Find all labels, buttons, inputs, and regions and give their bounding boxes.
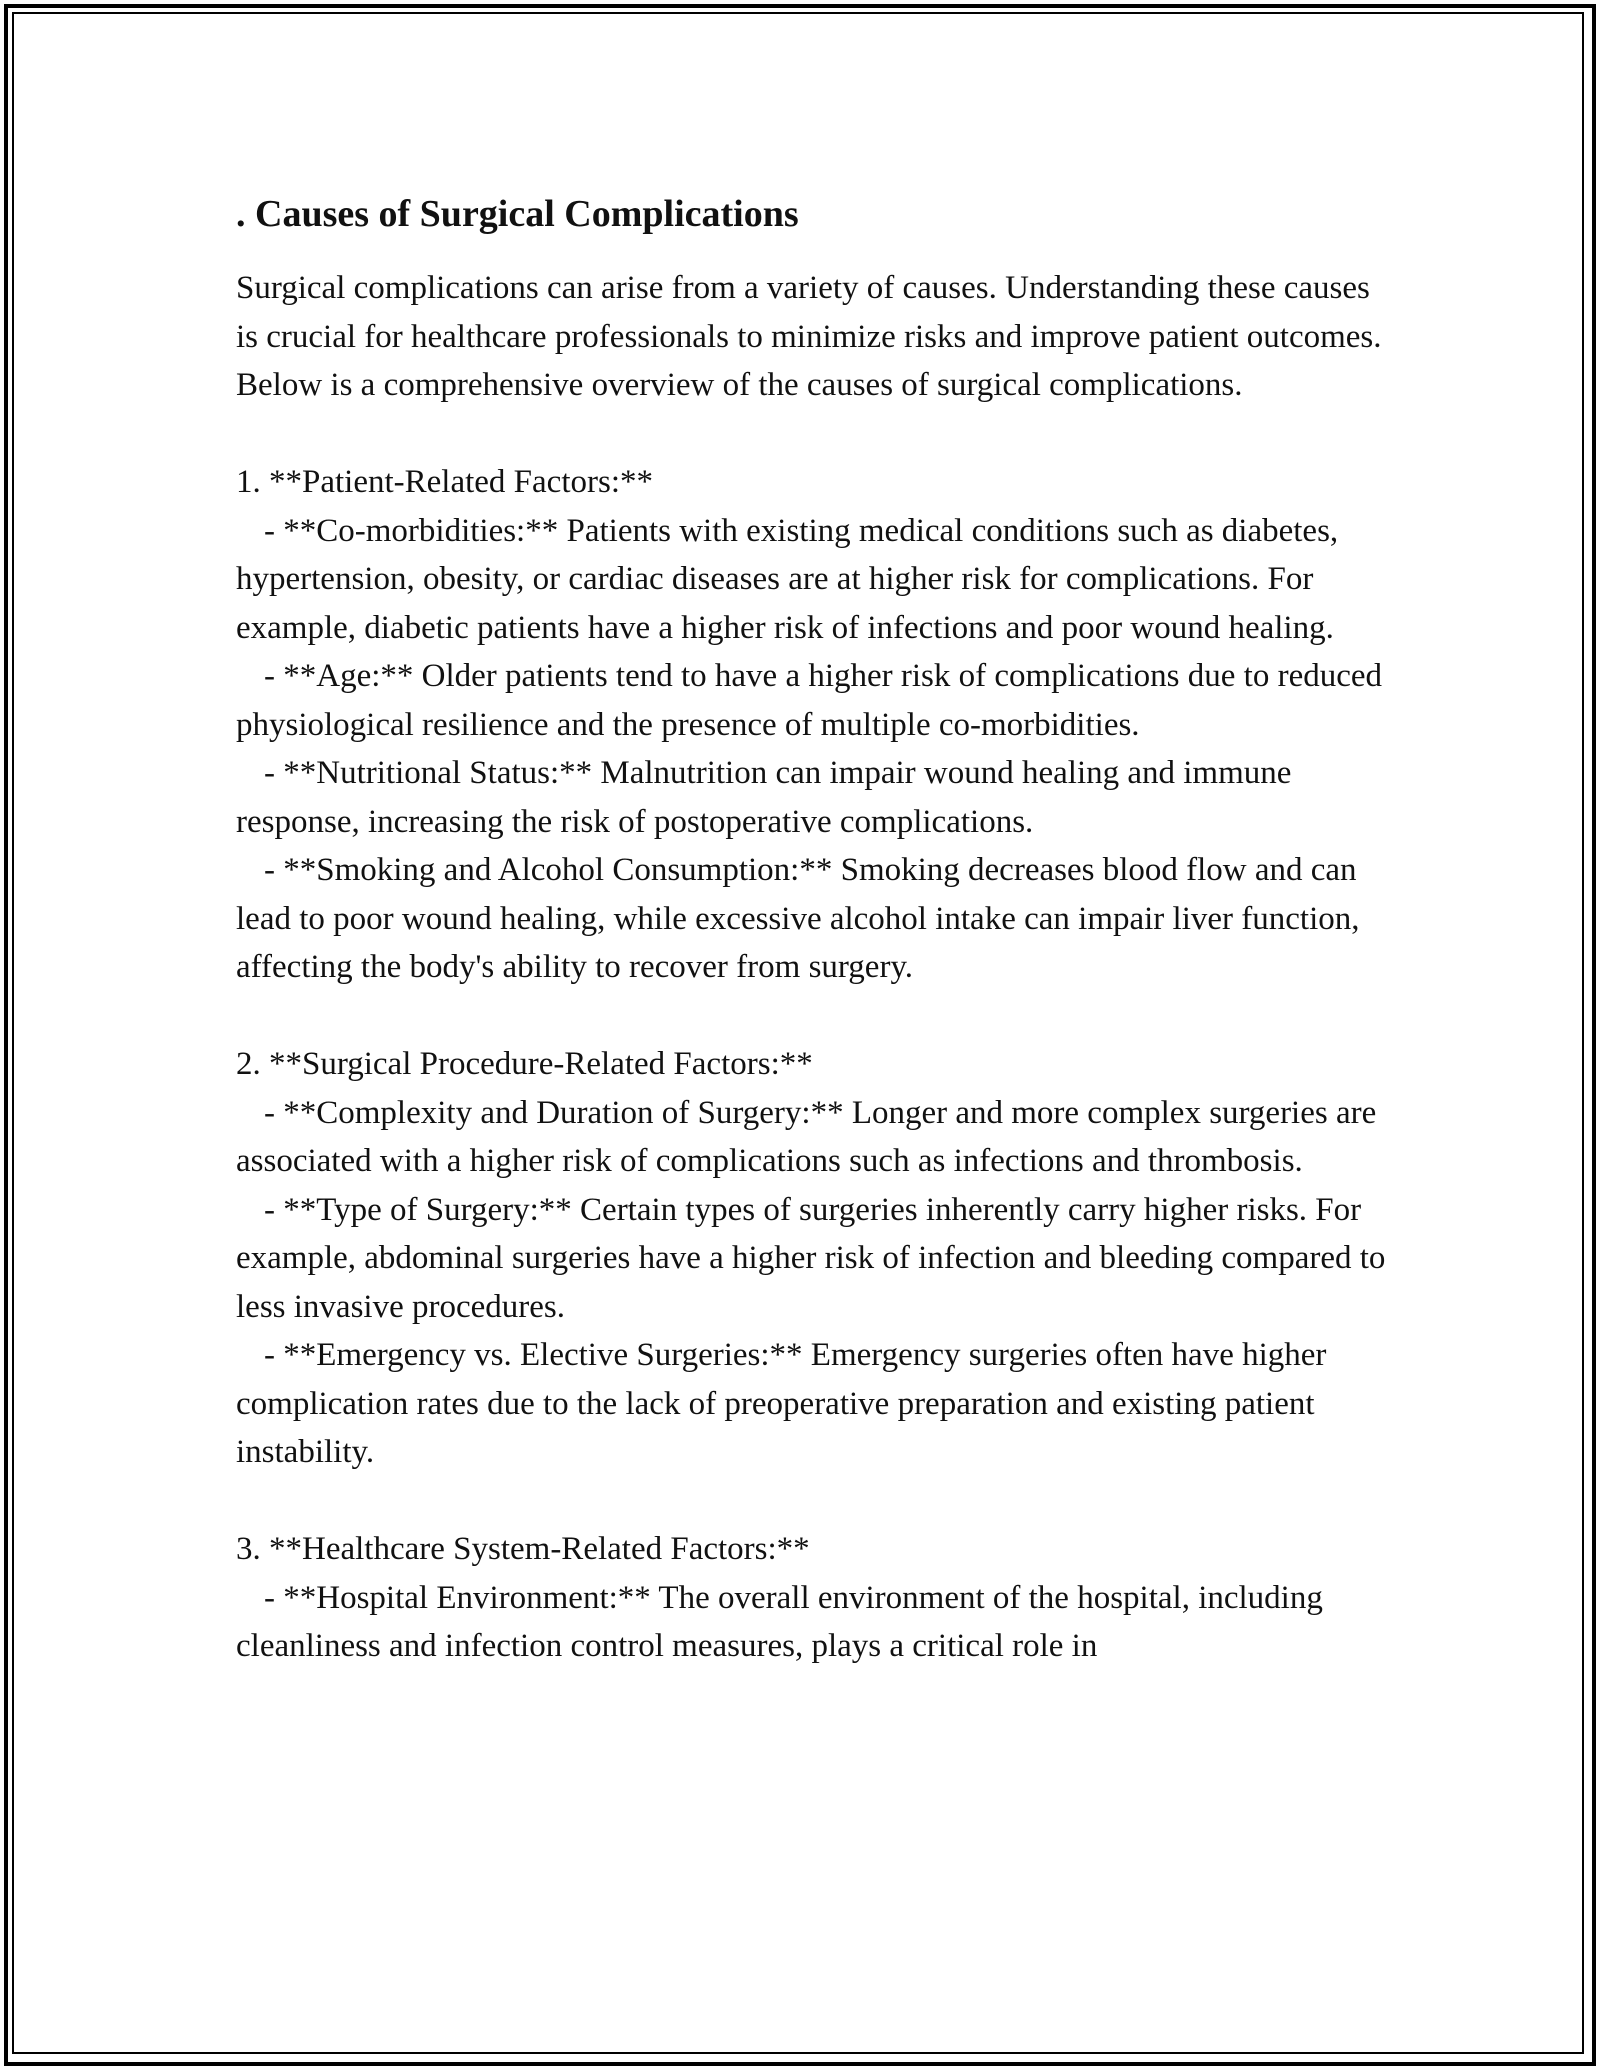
bullet-item: - **Complexity and Duration of Surgery:** Longer and more complex surgeries are associated with a higher risk of complications such as infections and thrombosis.: [236, 1094, 1377, 1179]
bullet-item: - **Smoking and Alcohol Consumption:** Smoking decreases blood flow and can lead to poor wound healing, while excessive alcohol intake can impair liver function, affecting the body's ability to recover from surgery.: [236, 852, 1360, 985]
intro-paragraph: Surgical complications can arise from a variety of causes. Understanding these causes is crucial for healthcare professionals to minimize risks and improve patient outcomes. Below is a comprehensive overview of the causes of surgical complications.: [236, 270, 1382, 403]
section-system-factors: [236, 1525, 1386, 1671]
section-heading: 3. **Healthcare System-Related Factors:**: [236, 1531, 810, 1567]
page-title: . Causes of Surgical Complications: [236, 193, 799, 235]
bullet-item: - **Age:** Older patients tend to have a higher risk of complications due to reduced physiological resilience and the presence of multiple co-morbidities.: [236, 658, 1383, 743]
bullet-item: - **Co-morbidities:** Patients with existing medical conditions such as diabetes, hypertension, obesity, or cardiac diseases are at higher risk for complications. For example, diabetic patients have a higher risk of infections and poor wound healing.: [236, 512, 1339, 646]
bullet-item: - **Nutritional Status:** Malnutrition can impair wound healing and immune response, increasing the risk of postoperative complications.: [236, 755, 1292, 840]
bullet-item: - **Emergency vs. Elective Surgeries:** Emergency surgeries often have higher complication rates due to the lack of preoperative preparation and existing patient instability.: [236, 1337, 1327, 1470]
spacer: [236, 992, 1386, 1041]
section-patient-factors: [236, 458, 1386, 992]
section-procedure-factors: [236, 1040, 1386, 1477]
spacer: [236, 1477, 1386, 1526]
bullet-item: - **Hospital Environment:** The overall environment of the hospital, including cleanliness and infection control measures, plays a critical role in: [236, 1579, 1323, 1664]
spacer: [236, 410, 1386, 459]
section-heading: 2. **Surgical Procedure-Related Factors:**: [236, 1046, 813, 1082]
document-body: [236, 188, 1386, 1671]
section-heading: 1. **Patient-Related Factors:**: [236, 464, 653, 500]
bullet-item: - **Type of Surgery:** Certain types of surgeries inherently carry higher risks. For example, abdominal surgeries have a higher risk of infection and bleeding compared to less invasive procedures.: [236, 1191, 1386, 1325]
